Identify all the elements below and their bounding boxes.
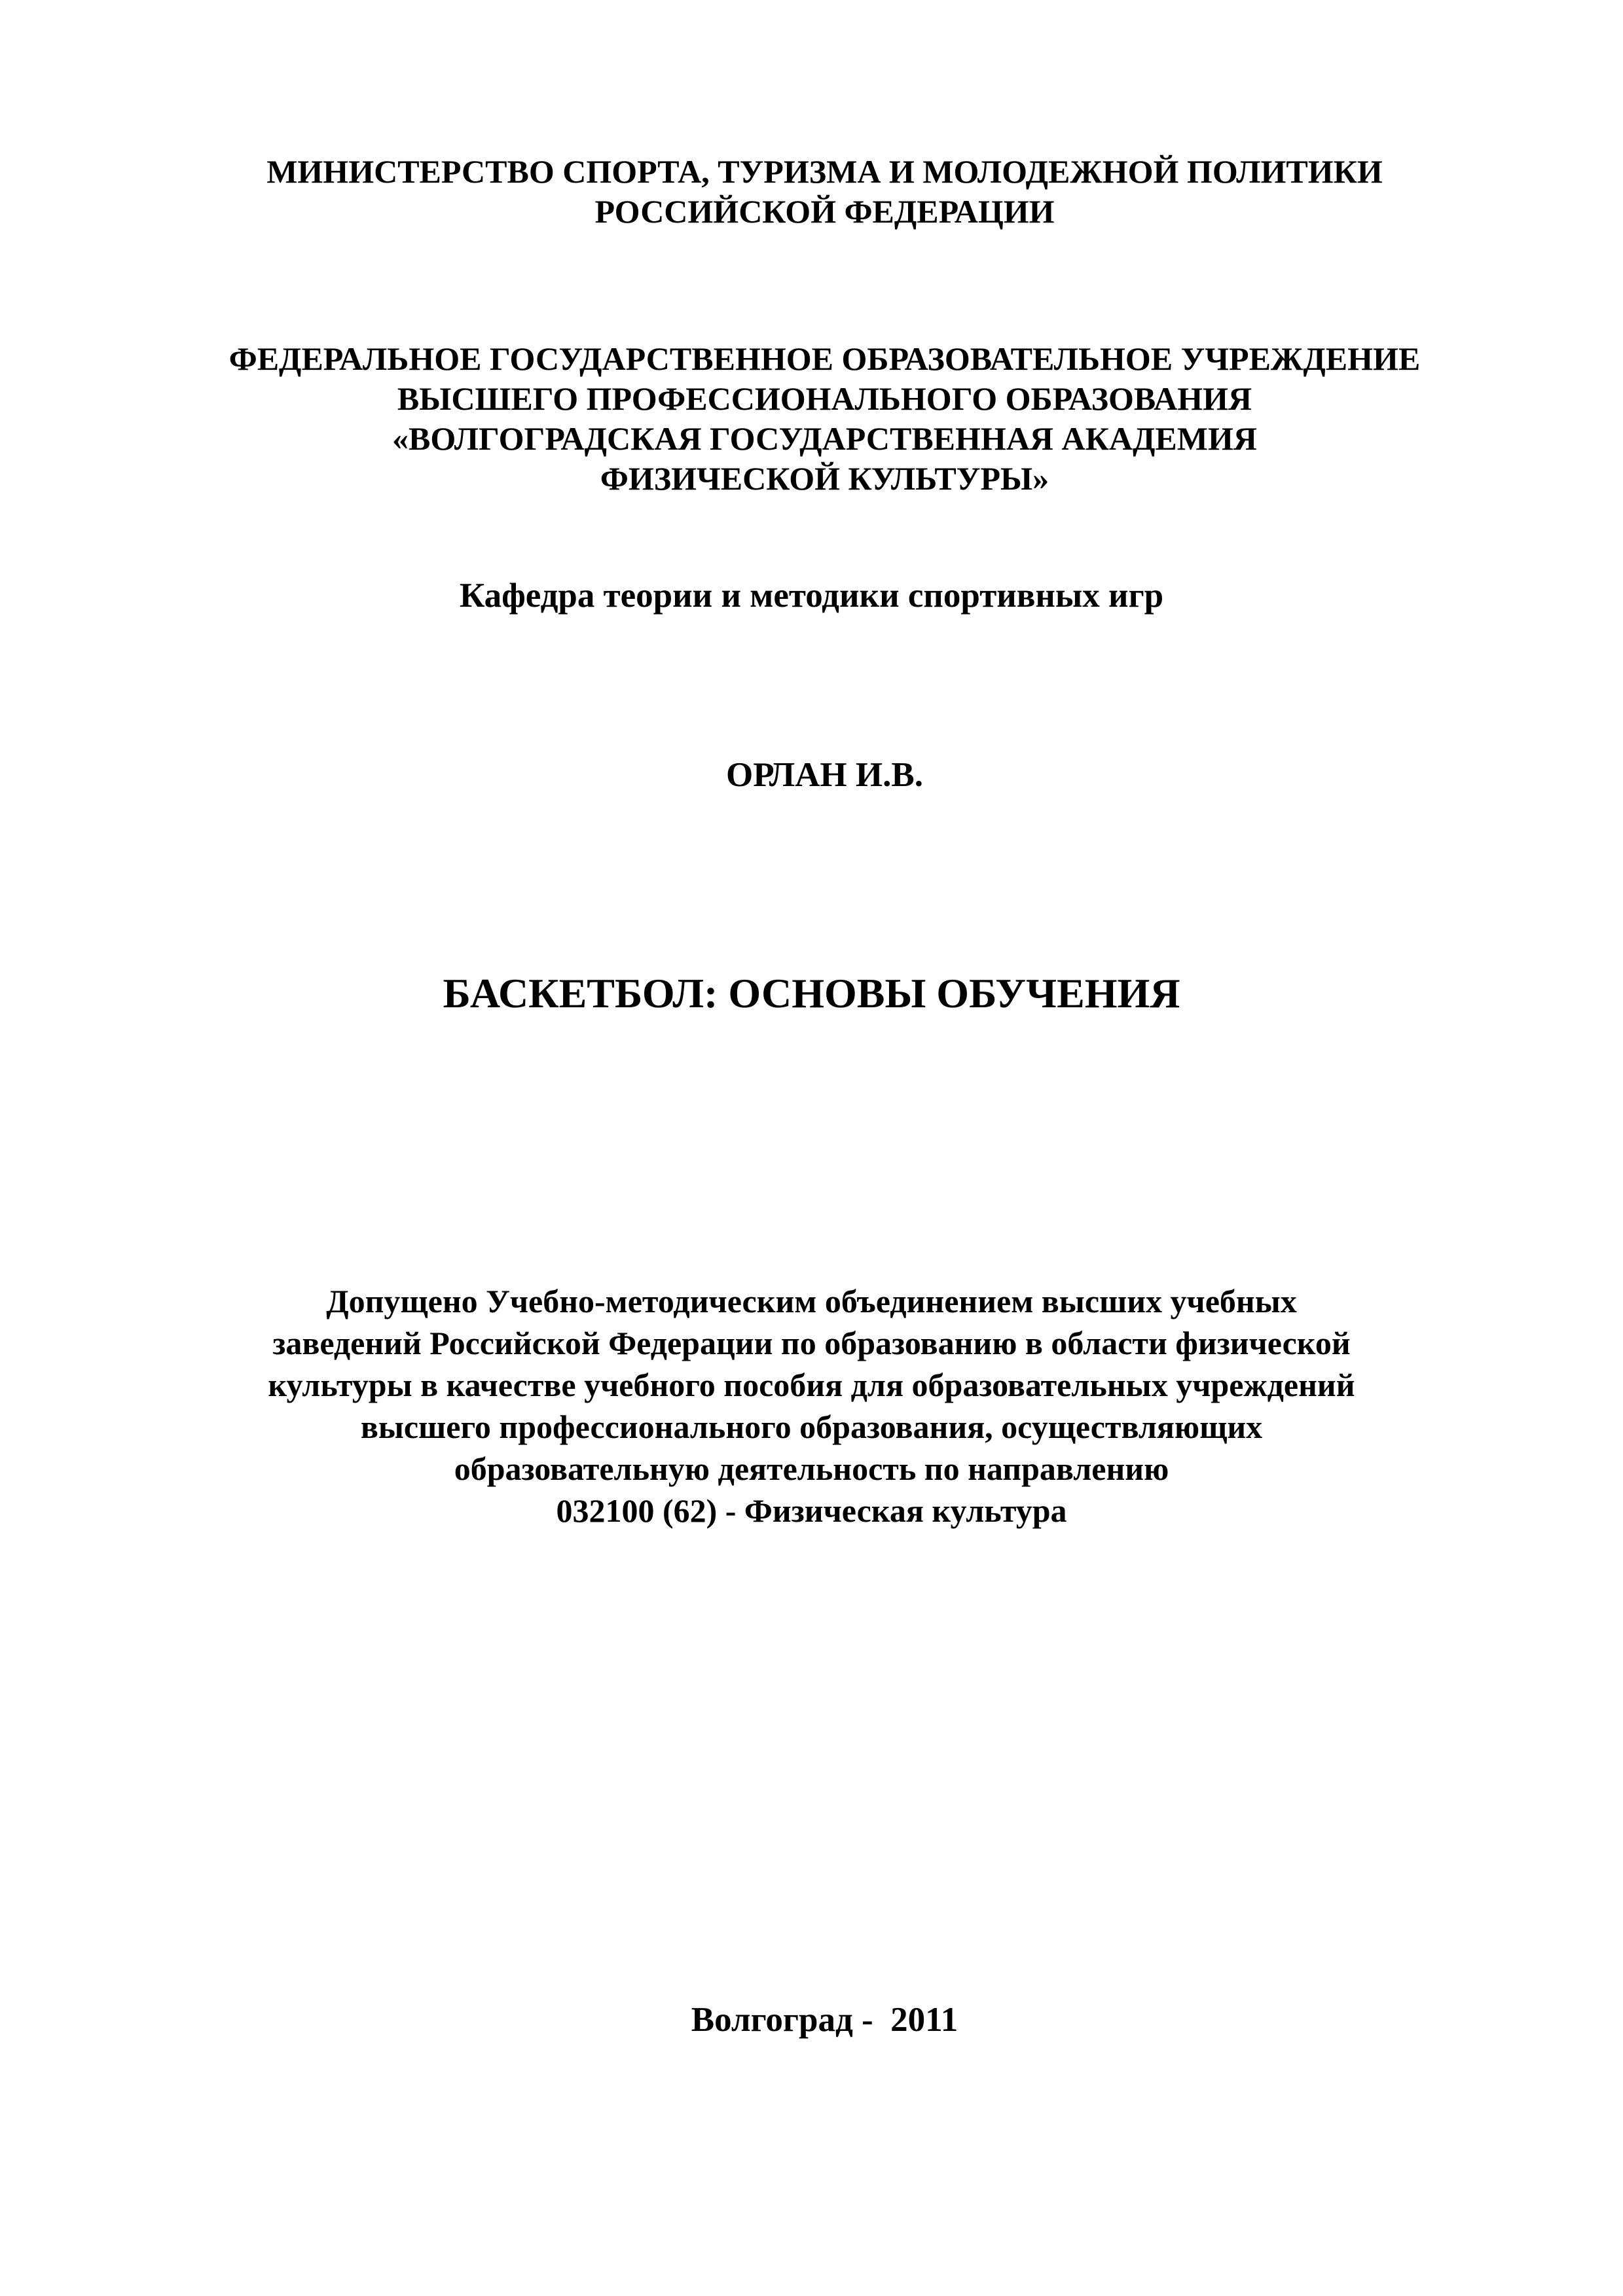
ministry-line: РОССИЙСКОЙ ФЕДЕРАЦИИ [594,193,1055,230]
city-year: Волгоград - 2011 [691,2001,958,2039]
book-title: БАСКЕТБОЛ: ОСНОВЫ ОБУЧЕНИЯ [443,970,1180,1016]
author-name: ОРЛАН И.В. [726,756,923,794]
department-name: Кафедра теории и методики спортивных игр [459,577,1164,615]
institution-line: ФЕДЕРАЛЬНОЕ ГОСУДАРСТВЕННОЕ ОБРАЗОВАТЕЛЬНОЕ УЧРЕЖДЕНИЕ [228,340,1421,377]
approval-line: 032100 (62) - Физическая культура [556,1492,1067,1529]
institution-line: «ВОЛГОГРАДСКАЯ ГОСУДАРСТВЕННАЯ АКАДЕМИЯ [392,420,1257,457]
institution-line: ФИЗИЧЕСКОЙ КУЛЬТУРЫ» [600,460,1049,497]
approval-line: культуры в качестве учебного пособия для образовательных учреждений [268,1367,1355,1403]
approval-line: образовательную деятельность по направлению [454,1450,1169,1487]
ministry-line: МИНИСТЕРСТВО СПОРТА, ТУРИЗМА И МОЛОДЕЖНОЙ ПОЛИТИКИ [266,153,1383,190]
approval-line: высшего профессионального образования, осуществляющих [360,1408,1263,1445]
approval-line: заведений Российской Федерации по образованию в области физической [272,1325,1351,1361]
institution-heading [13,339,1623,499]
approval-statement [0,1280,1623,1532]
approval-line: Допущено Учебно-методическим объединением высших учебных [326,1283,1297,1319]
ministry-heading [13,152,1623,232]
institution-line: ВЫСШЕГО ПРОФЕССИОНАЛЬНОГО ОБРАЗОВАНИЯ [397,380,1252,417]
